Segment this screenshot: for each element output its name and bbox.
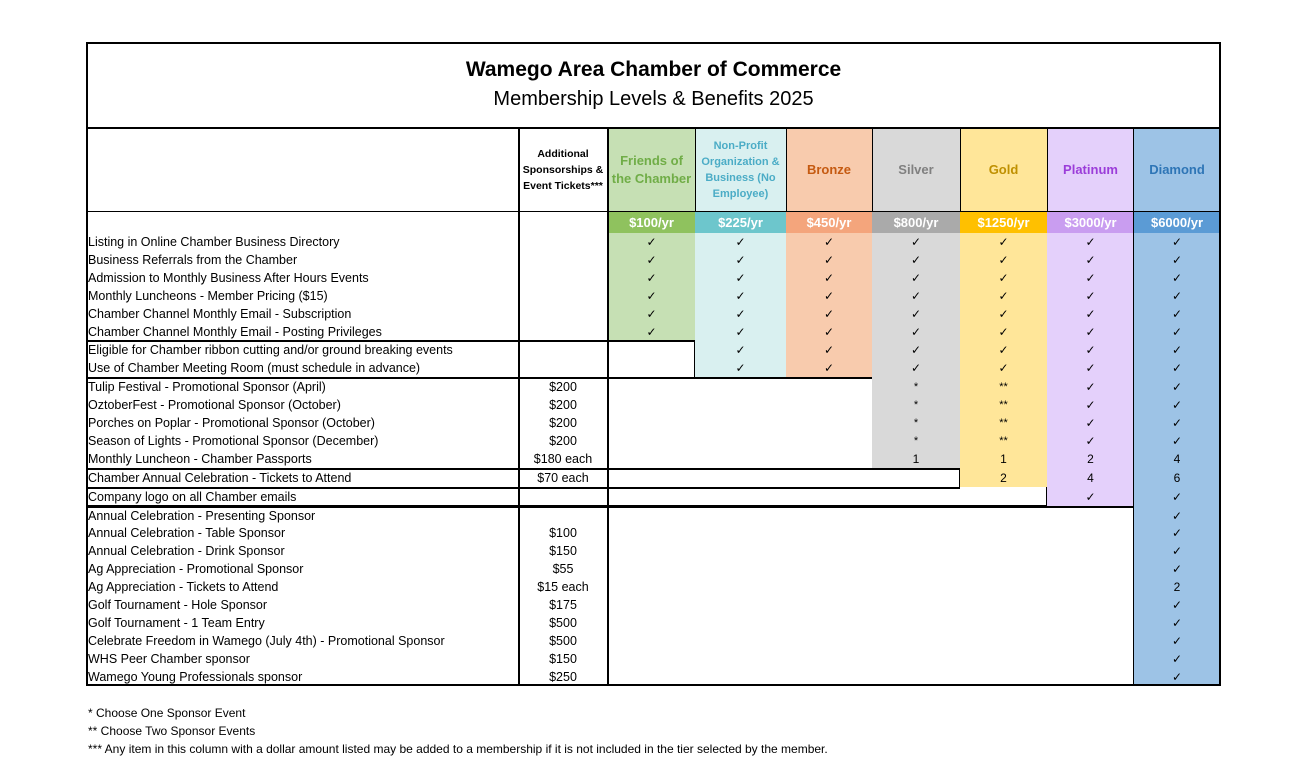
row-mark: ✓ (910, 306, 922, 321)
row-mark: ✓ (1171, 651, 1183, 666)
row-mark: ✓ (1171, 235, 1183, 249)
row-mark: ✓ (1171, 270, 1183, 285)
row-mark: ✓ (998, 324, 1009, 339)
row-additional-price: $150 (549, 544, 577, 559)
row-mark: ✓ (1171, 288, 1183, 303)
row-mark: 2 (1087, 451, 1094, 466)
row-mark: * (913, 417, 919, 429)
row-mark: ✓ (823, 288, 835, 303)
row-mark: ✓ (1171, 306, 1183, 321)
row-mark: ✓ (1085, 489, 1096, 504)
row-label: Listing in Online Chamber Business Directory (88, 235, 340, 249)
row-mark: ✓ (1171, 669, 1183, 684)
row-mark: ✓ (1171, 508, 1183, 523)
row-label: Season of Lights - Promotional Sponsor (December) (88, 433, 379, 448)
row-mark: 1 (1000, 451, 1007, 466)
row-mark: ** (999, 434, 1008, 447)
tier-name-1: Friends of the Chamber (611, 152, 692, 186)
row-mark: ✓ (998, 235, 1009, 249)
row-mark: ✓ (1085, 235, 1096, 249)
row-additional-price: $55 (552, 562, 574, 577)
row-label: Monthly Luncheons - Member Pricing ($15) (88, 288, 328, 303)
row-mark: ✓ (735, 235, 746, 249)
row-mark: ✓ (823, 252, 835, 267)
row-mark: ✓ (1085, 380, 1096, 395)
row-mark: ✓ (1171, 398, 1183, 413)
row-mark: ✓ (1171, 343, 1183, 358)
tier-name-3: Bronze (806, 161, 852, 177)
row-mark: ✓ (910, 343, 922, 358)
tier-name-7: Diamond (1149, 161, 1205, 177)
row-mark: ✓ (1085, 270, 1096, 285)
row-mark: ✓ (1085, 288, 1096, 303)
footnote-2: ** Choose Two Sponsor Events (88, 724, 256, 738)
row-mark: ✓ (1085, 398, 1096, 413)
row-label: Annual Celebration - Presenting Sponsor (88, 508, 316, 523)
row-mark: ✓ (823, 270, 835, 285)
row-mark: ✓ (1171, 598, 1183, 612)
row-mark: * (913, 399, 919, 412)
row-label: Use of Chamber Meeting Room (must schedule in advance) (88, 361, 421, 376)
footnote-3: *** Any item in this column with a dollar amount listed may be added to a membership if it is not included in the tier selected by the member. (88, 742, 828, 756)
row-mark: ✓ (998, 252, 1009, 267)
row-mark: ✓ (1085, 252, 1096, 267)
row-mark: ✓ (1171, 361, 1183, 376)
row-mark: 4 (1087, 470, 1094, 485)
row-label: Ag Appreciation - Promotional Sponsor (88, 562, 304, 577)
row-mark: 1 (912, 451, 920, 466)
row-label: Celebrate Freedom in Wamego (July 4th) - Promotional Sponsor (88, 633, 445, 648)
row-mark: ✓ (735, 288, 746, 303)
row-additional-price: $100 (549, 526, 577, 541)
row-mark: ✓ (910, 324, 922, 339)
row-mark: ** (999, 381, 1008, 394)
tier-price-6: $3000/yr (1047, 212, 1134, 233)
row-mark: ✓ (735, 343, 746, 358)
row-label: Tulip Festival - Promotional Sponsor (April) (88, 380, 326, 395)
tier-price-1: $100/yr (608, 212, 695, 233)
row-mark: ✓ (1085, 361, 1096, 376)
tier-price-2: $225/yr (695, 212, 786, 233)
row-label: Business Referrals from the Chamber (88, 252, 298, 267)
row-label: WHS Peer Chamber sponsor (88, 651, 250, 666)
row-mark: ✓ (998, 343, 1009, 358)
tier-name-2: Non-Profit Organization & Business (No Employee) (701, 139, 780, 200)
row-label: Golf Tournament - 1 Team Entry (88, 615, 265, 630)
row-mark: 2 (1173, 580, 1181, 595)
tier-price-3: $450/yr (786, 212, 872, 233)
row-label: Annual Celebration - Drink Sponsor (88, 544, 285, 559)
tier-name-4: Silver (898, 161, 934, 177)
row-additional-price: $200 (549, 398, 577, 413)
row-additional-price: $250 (549, 669, 577, 684)
table-frame (86, 42, 1221, 686)
tier-name-5: Gold (988, 161, 1019, 177)
row-mark: ✓ (823, 306, 835, 321)
row-mark: ✓ (1171, 615, 1183, 630)
row-mark: * (913, 434, 919, 447)
row-additional-price: $200 (549, 416, 577, 430)
row-label: Golf Tournament - Hole Sponsor (88, 598, 268, 612)
row-additional-price: $180 each (533, 451, 593, 466)
row-mark: ✓ (735, 252, 746, 267)
row-mark: ✓ (1171, 489, 1183, 504)
row-mark: ✓ (735, 270, 746, 285)
row-mark: ✓ (1171, 252, 1183, 267)
row-mark: ✓ (1171, 562, 1183, 577)
tier-price-7: $6000/yr (1134, 212, 1220, 233)
row-label: Ag Appreciation - Tickets to Attend (88, 580, 279, 595)
tier-price-5: $1250/yr (960, 212, 1047, 233)
row-mark: 6 (1173, 470, 1181, 485)
row-additional-price: $200 (549, 433, 577, 448)
row-mark: ✓ (823, 324, 835, 339)
row-mark: ✓ (1171, 324, 1183, 339)
row-mark: ✓ (1085, 343, 1096, 358)
row-mark: ✓ (646, 252, 657, 267)
row-label: Chamber Annual Celebration - Tickets to Attend (88, 470, 352, 485)
row-label: Monthly Luncheon - Chamber Passports (88, 451, 312, 466)
row-additional-price: $200 (549, 380, 577, 395)
row-label: Admission to Monthly Business After Hours Events (88, 270, 369, 285)
row-additional-price: $70 each (537, 470, 589, 485)
row-mark: ✓ (998, 361, 1009, 376)
page-title: Wamego Area Chamber of Commerce (465, 58, 842, 81)
row-label: Eligible for Chamber ribbon cutting and/or ground breaking events (88, 343, 453, 358)
footnote-1: * Choose One Sponsor Event (88, 706, 246, 720)
row-label: Wamego Young Professionals sponsor (88, 669, 303, 684)
row-mark: 4 (1173, 451, 1181, 466)
row-mark: ✓ (910, 270, 922, 285)
row-mark: ✓ (1085, 324, 1096, 339)
row-mark: * (913, 381, 919, 394)
row-mark: ✓ (1171, 633, 1183, 648)
row-mark: ✓ (823, 343, 835, 358)
row-mark: ✓ (1171, 433, 1183, 448)
row-mark: ✓ (910, 252, 922, 267)
row-additional-price: $15 each (537, 580, 589, 595)
row-mark: ✓ (1171, 380, 1183, 395)
row-label: Chamber Channel Monthly Email - Posting Privileges (88, 324, 382, 339)
row-mark: ✓ (1171, 416, 1183, 430)
row-mark: ✓ (823, 235, 835, 249)
row-label: Porches on Poplar - Promotional Sponsor (October) (88, 416, 375, 430)
row-additional-price: $150 (549, 651, 577, 666)
row-additional-price: $175 (549, 598, 577, 612)
row-mark: ✓ (910, 235, 922, 249)
row-mark: ✓ (1085, 433, 1096, 448)
row-mark: ✓ (823, 361, 835, 376)
row-label: Company logo on all Chamber emails (88, 489, 297, 504)
row-mark: ** (999, 399, 1008, 412)
tier-price-4: $800/yr (872, 212, 960, 233)
row-label: Chamber Channel Monthly Email - Subscription (88, 306, 352, 321)
row-mark: ✓ (646, 288, 657, 303)
row-mark: ✓ (998, 306, 1009, 321)
row-additional-price: $500 (549, 615, 577, 630)
row-mark: ✓ (1085, 416, 1096, 430)
row-mark: ** (999, 417, 1008, 429)
row-additional-price: $500 (549, 633, 577, 648)
row-mark: ✓ (646, 306, 657, 321)
row-mark: ✓ (1171, 544, 1183, 559)
additional-column-header: Additional Sponsorships & Event Tickets*** (522, 147, 604, 192)
row-mark: ✓ (910, 288, 922, 303)
row-mark: ✓ (646, 270, 657, 285)
row-mark: 2 (1000, 470, 1007, 485)
row-label: Annual Celebration - Table Sponsor (88, 526, 286, 541)
row-mark: ✓ (735, 306, 746, 321)
row-mark: ✓ (910, 361, 922, 376)
row-mark: ✓ (1171, 526, 1183, 541)
row-mark: ✓ (735, 324, 746, 339)
row-label: OztoberFest - Promotional Sponsor (October) (88, 398, 341, 413)
row-mark: ✓ (1085, 306, 1096, 321)
tier-name-6: Platinum (1063, 161, 1118, 177)
row-mark: ✓ (735, 361, 746, 376)
row-mark: ✓ (646, 324, 657, 339)
page-subtitle: Membership Levels & Benefits 2025 (493, 88, 814, 110)
row-mark: ✓ (998, 270, 1009, 285)
row-mark: ✓ (646, 235, 657, 249)
row-mark: ✓ (998, 288, 1009, 303)
